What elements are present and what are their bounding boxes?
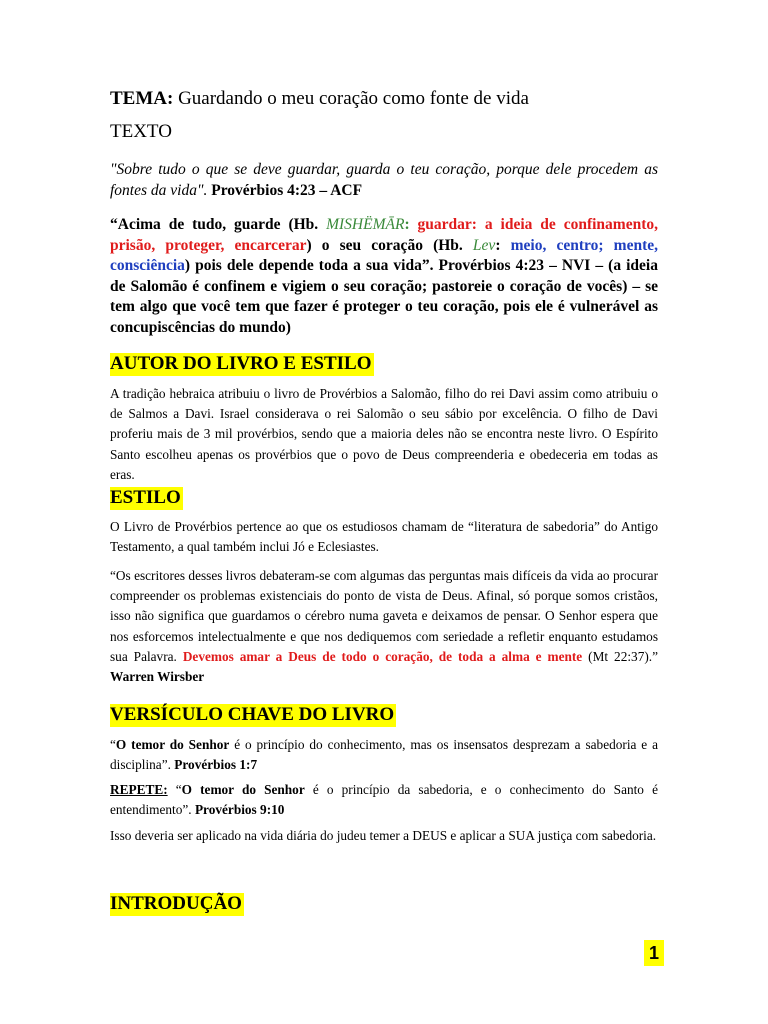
hebrew-word-mishemar: MISHËMĀR <box>326 216 405 233</box>
key-verse-text: é o princípio do conhecimento, mas os insensatos desprezam a sabedoria e a disciplina”. <box>110 737 658 773</box>
theme-label: TEMA: <box>110 88 174 109</box>
lev-meaning: meio, centro; mente, consciência <box>110 236 658 274</box>
section-heading-introducao <box>110 893 244 916</box>
key-verse-text: é o princípio da sabedoria, e o conhecimento do Santo é entendimento”. <box>110 782 658 818</box>
section-heading-text: INTRODUÇÃO <box>110 893 242 914</box>
hebrew-word-lev: Lev <box>472 236 496 254</box>
section-heading-autor <box>110 353 374 376</box>
autor-paragraph: A tradição hebraica atribuiu o livro de Provérbios a Salomão, filho do rei Davi assim como atribuiu o de Salmos a Davi. Israel considerava o rei Salomão o seu sábio por excelência. O filho de Davi proferiu mais de 3 mil provérbios, sendo que a maioria deles não se encontra neste livro. O Espírito Santo escolheu apenas os provérbios que o povo de Deus compreenderia e obedeceria em todas as eras. <box>110 386 658 482</box>
key-verse-ref: Provérbios 9:10 <box>194 802 285 818</box>
repete-label: REPETE: <box>110 782 168 797</box>
key-verse-bold: O temor do Senhor <box>181 782 305 797</box>
quote-acf <box>110 159 658 201</box>
application-paragraph: Isso deveria ser aplicado na vida diária do judeu temer a DEUS e aplicar a SUA justiça com sabedoria. <box>110 828 657 843</box>
quote-nvi-colon: : <box>404 216 418 233</box>
wiersbe-quote <box>110 566 658 687</box>
mishemar-meaning: guardar: a ideia de confinamento, prisão, proteger, encarcerar <box>110 216 658 254</box>
theme-text: Guardando o meu coração como fonte de vida <box>173 88 529 109</box>
key-verse-2 <box>110 780 658 820</box>
section-heading-text: VERSÍCULO CHAVE DO LIVRO <box>110 704 395 725</box>
wiersbe-quote-ref: (Mt 22:37).” <box>582 648 658 664</box>
quote-nvi-part: ) o seu coração (Hb. <box>306 236 473 254</box>
quote-acf-ref: Provérbios 4:23 – ACF <box>207 182 363 199</box>
key-verse-quote-mark: “ <box>110 737 116 752</box>
quote-nvi-part: ) pois dele depende toda a sua vida”. Provérbios 4:23 – NVI – (a ideia de Salomão é confinem e vigiem o seu coração; pastoreie o coração de vocês) – se tem algo que você tem que fazer é proteger o teu coração, pois ele é vulnerável as concupiscências do mundo) <box>110 257 658 336</box>
wiersbe-quote-highlight: Devemos amar a Deus de todo o coração, de toda a alma e mente <box>182 648 583 664</box>
key-verse-quote-mark: “ <box>167 782 182 797</box>
quote-nvi <box>110 215 658 338</box>
section-heading-text: AUTOR DO LIVRO E ESTILO <box>110 353 372 374</box>
estilo-paragraph: O Livro de Provérbios pertence ao que os estudiosos chamam de “literatura de sabedoria” do Antigo Testamento, a qual também inclui Jó e Eclesiastes. <box>110 519 658 555</box>
section-heading-versiculo <box>110 704 396 727</box>
texto-heading: TEXTO <box>110 121 172 142</box>
page-number: 1 <box>644 940 664 966</box>
wiersbe-author: Warren Wirsber <box>110 669 205 685</box>
theme-line <box>110 88 658 110</box>
quote-nvi-part: : <box>495 236 511 254</box>
key-verse-bold: O temor do Senhor <box>115 737 230 752</box>
key-verse-1 <box>110 735 658 775</box>
section-heading-estilo <box>110 487 183 510</box>
wiersbe-quote-text: “Os escritores desses livros debateram-se com algumas das perguntas mais difíceis da vida ao procurar compreender os problemas existenciais do ponto de vista de Deus. Afinal, só porque somos cristãos, isso não significa que guardamos o cérebro numa gaveta e deixamos de pensar. O Senhor espera que nos esforcemos intelectualmente e que nos dediquemos com seriedade a refletir enquanto estudamos sua Palavra. <box>110 568 658 664</box>
quote-acf-text: "Sobre tudo o que se deve guardar, guarda o teu coração, porque dele procedem as fontes da vida". <box>110 161 658 199</box>
key-verse-ref: Provérbios 1:7 <box>174 757 258 773</box>
quote-nvi-part: “Acima de tudo, guarde (Hb. <box>110 216 327 233</box>
section-heading-text: ESTILO <box>110 487 181 508</box>
